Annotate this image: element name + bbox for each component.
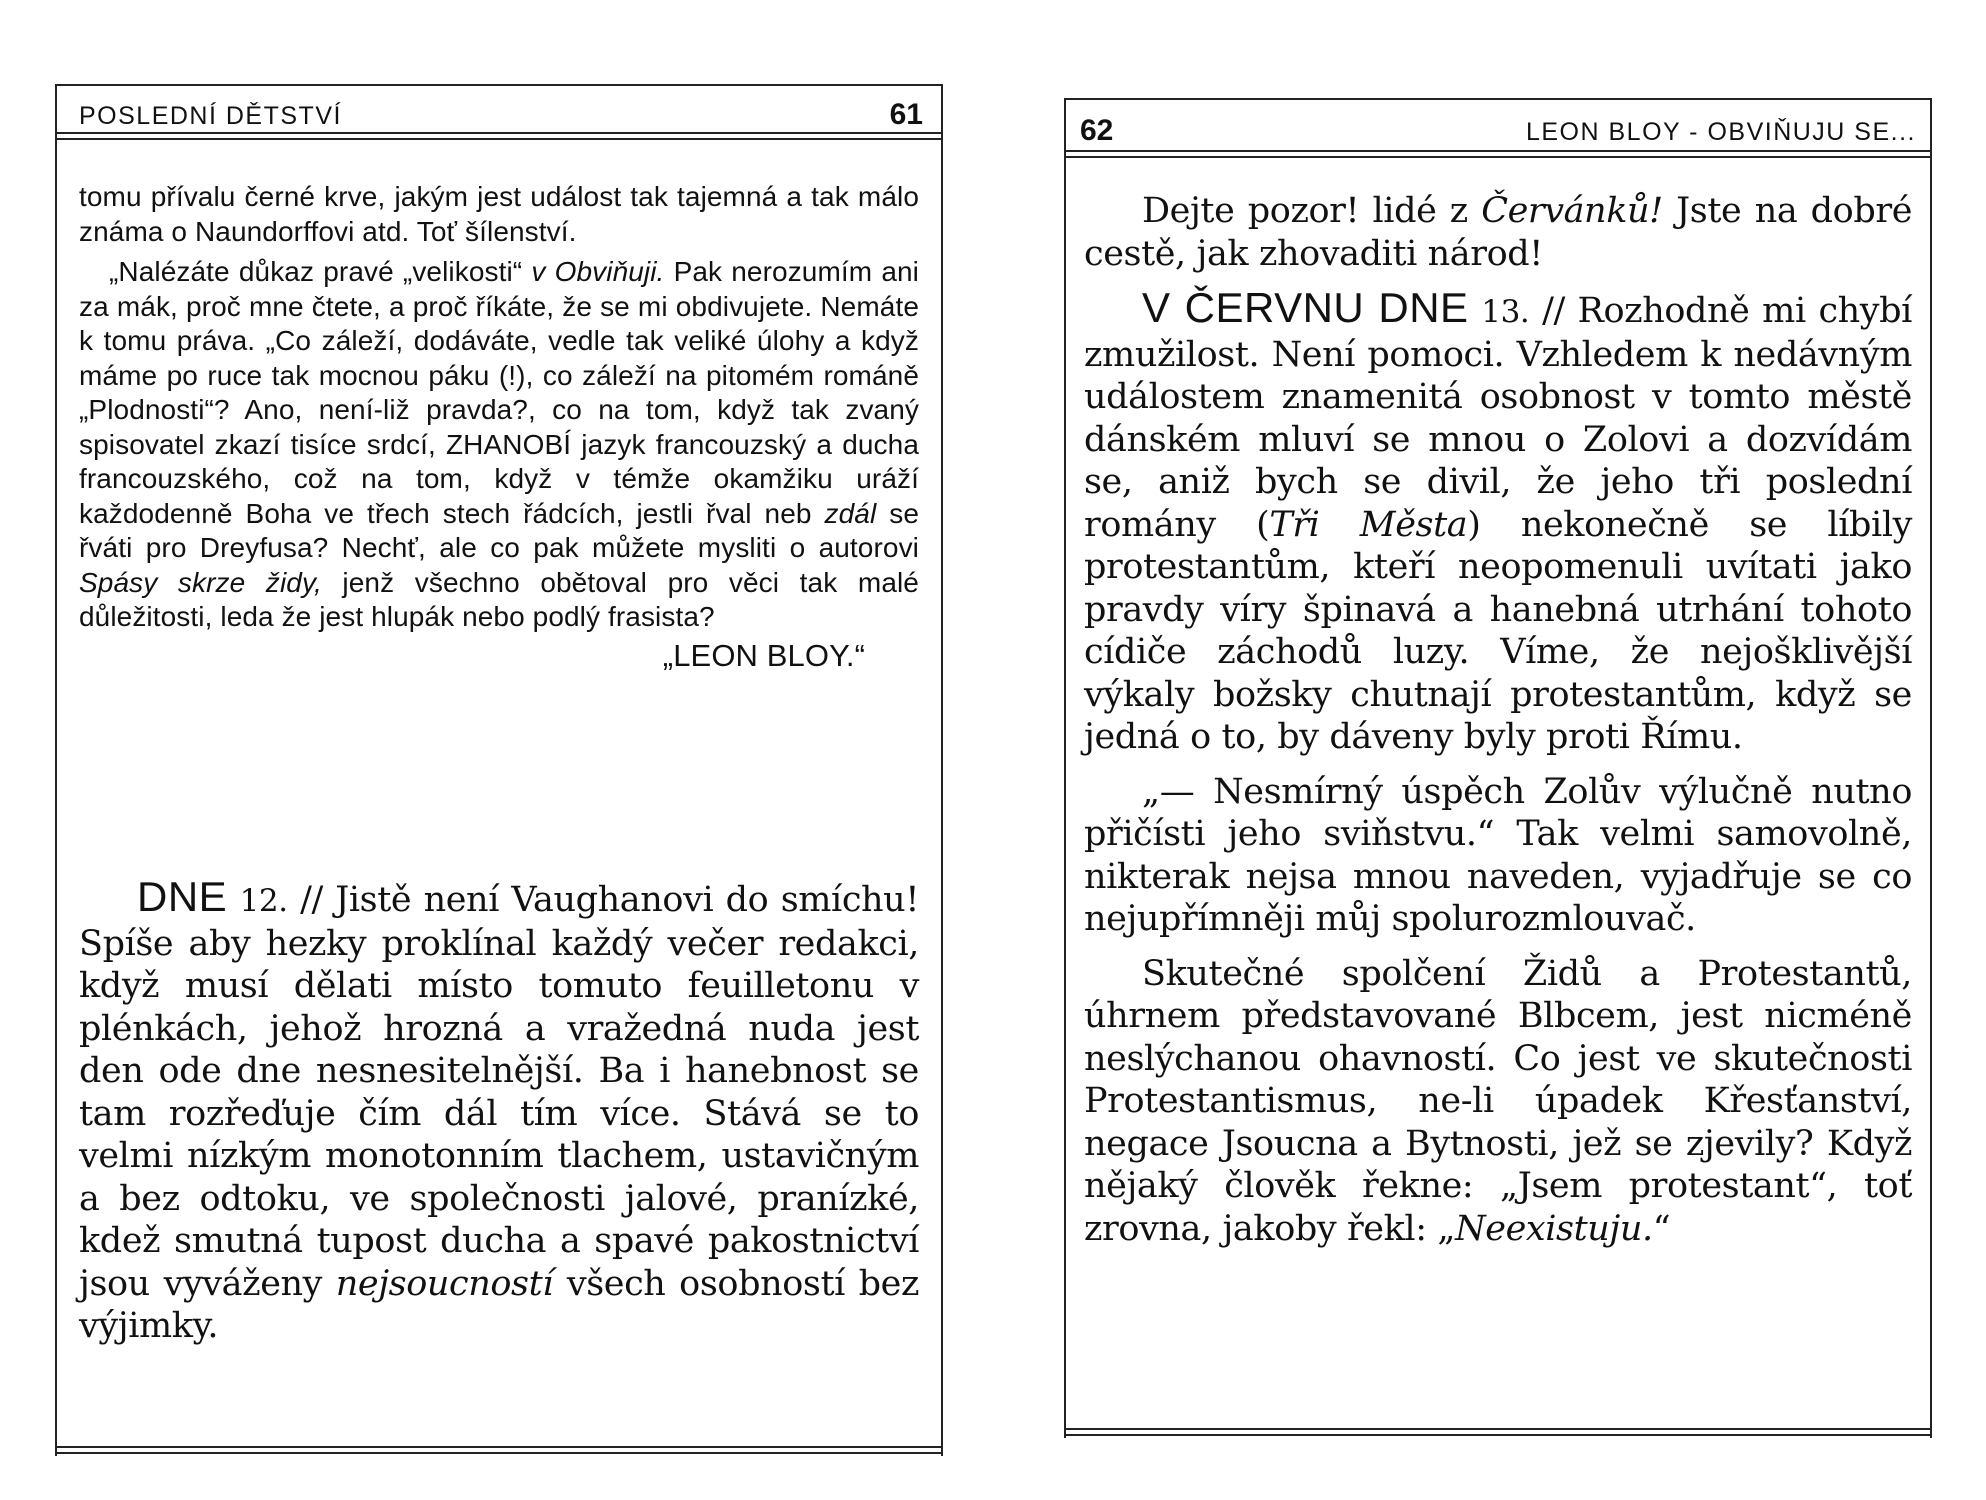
diary-entry [79, 873, 919, 1348]
running-title: POSLEDNÍ DĚTSTVÍ [79, 102, 342, 130]
paragraph: „— Nesmírný úspěch Zolův výlučně nutno přičísti jeho sviňstvu.“ Tak velmi samovolně, nikterak nejsa mnou naveden, vyjadřuje se co nejupřímněji můj spolurozmlouvač. [1084, 771, 1912, 939]
page-number: 62 [1080, 114, 1114, 147]
left-page [55, 84, 943, 1456]
date-label: V ČERVNU DNE [1142, 284, 1469, 331]
small-print-section [79, 180, 919, 673]
date-label: DNE [137, 873, 228, 920]
date-number: 12. [239, 883, 288, 919]
bottom-rule [57, 1446, 941, 1454]
running-header [57, 98, 941, 132]
date-number: 13. [1481, 294, 1530, 330]
page-number: 61 [889, 98, 923, 131]
bottom-rule [1066, 1428, 1930, 1436]
top-rule [1066, 98, 1930, 100]
top-rule [57, 84, 941, 86]
paragraph: DNE 12. // Jistě není Vaughanovi do smíchu! Spíše aby hezky proklínal každý večer redakci, když musí dělati místo tomuto feuilletonu v plénkách, jehož hrozná a vražedná nuda jest den ode dne nesnesitelnější. Ba i hanebnost se tam rozřeďuje čím dál tím více. Stává se to velmi nízkým monotonním tlachem, ustavičným a bez odtoku, ve společnosti jalové, pranízké, kdež smutná tupost ducha a spavé pakostnictví jsou vyváženy nejsoucností všech osobností bez výjimky. [79, 873, 919, 1346]
header-rule [57, 132, 941, 140]
paragraph: Dejte pozor! lidé z Červánků! Jste na dobré cestě, jak zhovaditi národ! [1084, 191, 1913, 274]
diary-entry [1084, 190, 1912, 1250]
running-header [1066, 114, 1930, 148]
paragraph: tomu přívalu černé krve, jakým jest událost tak tajemná a tak málo známa o Naundorffovi atd. Toť šílenství. [79, 181, 919, 247]
header-rule [1066, 150, 1930, 158]
paragraph: Skutečné spolčení Židů a Protestantů, úhrnem představované Blbcem, jest nicméně neslýchanou ohavností. Co jest ve skutečnosti Protestantismus, ne-li úpadek Křesťanství, negace Jsoucna a Bytnosti, jež se zjevily? Když nějaký člověk řekne: „Jsem protestant“, toť zrovna, jakoby řekl: „Neexistuju.“ [1084, 953, 1912, 1249]
paragraph: V ČERVNU DNE 13. // Rozhodně mi chybí zmužilost. Není pomoci. Vzhledem k nedávným událostem znamenitá osobnost v tomto městě dánském mluví se mnou o Zolovi a dozvídám se, aniž bych se divil, že jeho tři poslední romány (Tři Města) nekonečně se líbily protestantům, kteří neopomenuli uvítati jako pravdy víry špinavá a hanebná utrhání tohoto cídiče záchodů luzy. Víme, že nejošklivější výkaly božsky chutnají protestantům, když se jedná o to, by dáveny byly proti Římu. [1084, 284, 1912, 757]
paragraph: „Nalézáte důkaz pravé „velikosti“ v Obviňuji. Pak nerozumím ani za mák, proč mne čtete, a proč říkáte, že se mi obdivujete. Nemáte k tomu práva. „Co záleží, dodáváte, vedle tak veliké úlohy a když máme po ruce tak mocnou páku (!), co záleží na pitomém románě „Plodnosti“? Ano, není-liž pravda?, co na tom, když tak zvaný spisovatel zkazí tisíce srdcí, ZHANOBÍ jazyk francouzský a ducha francouzského, což na tom, když v témže okamžiku uráží každodenně Boha ve třech stech řádcích, jestli řval neb zdál se řváti pro Dreyfusa? Nechť, ale co pak můžete mysliti o autorovi Spásy skrze židy, jenž všechno obětoval pro věci tak malé důležitosti, leda že jest hlupák nebo podlý frasista? [79, 256, 919, 632]
running-title: LEON BLOY - OBVIŇUJU SE... [1525, 118, 1916, 146]
right-page [1064, 98, 1932, 1438]
signature: „LEON BLOY.“ [662, 637, 865, 673]
